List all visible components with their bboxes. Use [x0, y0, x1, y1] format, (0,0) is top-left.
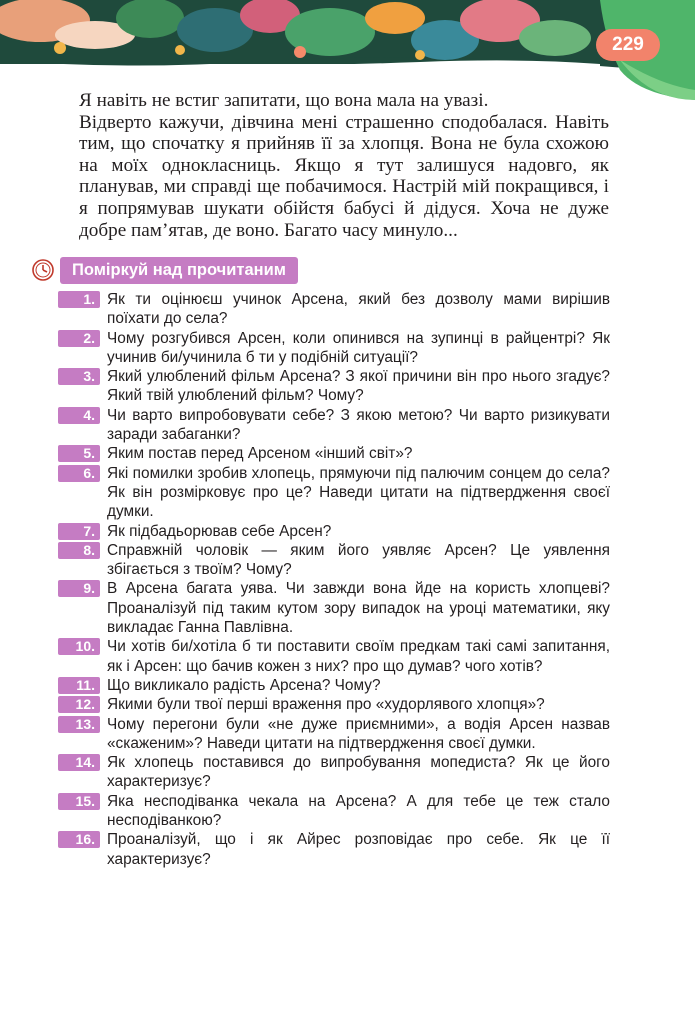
- question-text: Проаналізуй, що і як Айрес розповідає про себе. Як це її характеризує?: [107, 831, 610, 868]
- question-number: 14.: [58, 754, 100, 771]
- section-title: Поміркуй над прочитаним: [60, 257, 298, 284]
- list-item: [58, 676, 610, 695]
- list-item: [58, 753, 610, 792]
- story-text: [79, 90, 609, 241]
- question-number: 15.: [58, 793, 100, 810]
- question-text: Чи варто випробовувати себе? З якою метою? Чи варто ризикувати заради забаганки?: [107, 406, 610, 444]
- question-number: 12.: [58, 696, 100, 713]
- list-item: [58, 715, 610, 754]
- list-item: [58, 579, 610, 637]
- question-text: Якими були твої перші враження про «худорлявого хлопця»?: [107, 696, 545, 714]
- question-number: 11.: [58, 677, 100, 694]
- question-text: Які помилки зробив хлопець, прямуючи під палючим сонцем до села? Як він розмірковує про це? Наведи цитати на підтвердження своєї думки.: [107, 464, 610, 521]
- question-number: 3.: [58, 368, 100, 385]
- list-item: [58, 367, 610, 406]
- list-item: [58, 290, 610, 329]
- question-text: Що викликало радість Арсена? Чому?: [107, 676, 381, 694]
- question-text: Який улюблений фільм Арсена? З якої причини він про нього згадує? Який твій улюблений фільм? Чому?: [107, 368, 610, 405]
- list-item: [58, 830, 610, 869]
- question-number: 4.: [58, 407, 100, 424]
- story-paragraph: Я навіть не встиг запитати, що вона мала на увазі.: [79, 90, 489, 111]
- question-text: В Арсена багата уява. Чи завжди вона йде на користь хлопцеві? Проаналізуй під таким кутом зору випадок на уроці математики, яку викладає Ганна Павлівна.: [107, 580, 610, 637]
- question-number: 7.: [58, 523, 100, 540]
- question-number: 1.: [58, 291, 100, 308]
- question-text: Чому перегони були «не дуже приємними», а водія Арсен назвав «скаженим»? Наведи цитати на підтвердження своєї думки.: [107, 715, 610, 752]
- question-text: Чому розгубився Арсен, коли опинився на зупинці в райцентрі? Як учинив би/учинила б ти у подібній ситуації?: [107, 329, 610, 366]
- list-item: [58, 541, 610, 580]
- question-text: Як ти оцінюєш учинок Арсена, який без дозволу мами вирішив поїхати до села?: [107, 291, 610, 328]
- list-item: [58, 695, 610, 714]
- question-text: Яка несподіванка чекала на Арсена? А для тебе це теж стало несподіванкою?: [107, 792, 610, 830]
- clock-icon: [31, 258, 55, 282]
- decorative-leaves-header: [0, 0, 695, 100]
- story-paragraph: Відверто кажучи, дівчина мені страшенно сподобалася. Навіть тим, що спочатку я прийняв її за хлопця. Вона не була схожою на моїх однокласниць. Якщо я тут залишуся надовго, як планував, ми справді ще побачимося. Настрій мій покращився, і я попрямував шукати обійстя бабусі й дідуся. Хоча не дуже добре пам’ятав, де воно. Багато часу минуло...: [79, 111, 609, 241]
- question-number: 6.: [58, 465, 100, 482]
- question-number: 13.: [58, 716, 100, 733]
- question-text: Чи хотів би/хотіла б ти поставити своїм предкам такі самі запитання, як і Арсен: що бачив кожен з них? про що думав? чого хотів?: [107, 638, 610, 675]
- questions-list: [58, 290, 610, 869]
- list-item: [58, 444, 610, 463]
- list-item: [58, 522, 610, 541]
- list-item: [58, 329, 610, 368]
- question-number: 9.: [58, 580, 100, 597]
- question-text: Справжній чоловік — яким його уявляє Арсен? Це уявлення збігається з твоїм? Чому?: [107, 541, 610, 579]
- question-number: 5.: [58, 445, 100, 462]
- question-text: Яким постав перед Арсеном «інший світ»?: [107, 445, 413, 463]
- question-number: 2.: [58, 330, 100, 347]
- page-number-badge: 229: [596, 29, 660, 61]
- list-item: [58, 406, 610, 445]
- question-number: 10.: [58, 638, 100, 655]
- question-number: 16.: [58, 831, 100, 848]
- list-item: [58, 792, 610, 831]
- list-item: [58, 464, 610, 522]
- list-item: [58, 637, 610, 676]
- question-text: Як підбадьорював себе Арсен?: [107, 522, 332, 540]
- question-text: Як хлопець поставився до випробування мопедиста? Як це його характеризує?: [107, 754, 610, 791]
- question-number: 8.: [58, 542, 100, 559]
